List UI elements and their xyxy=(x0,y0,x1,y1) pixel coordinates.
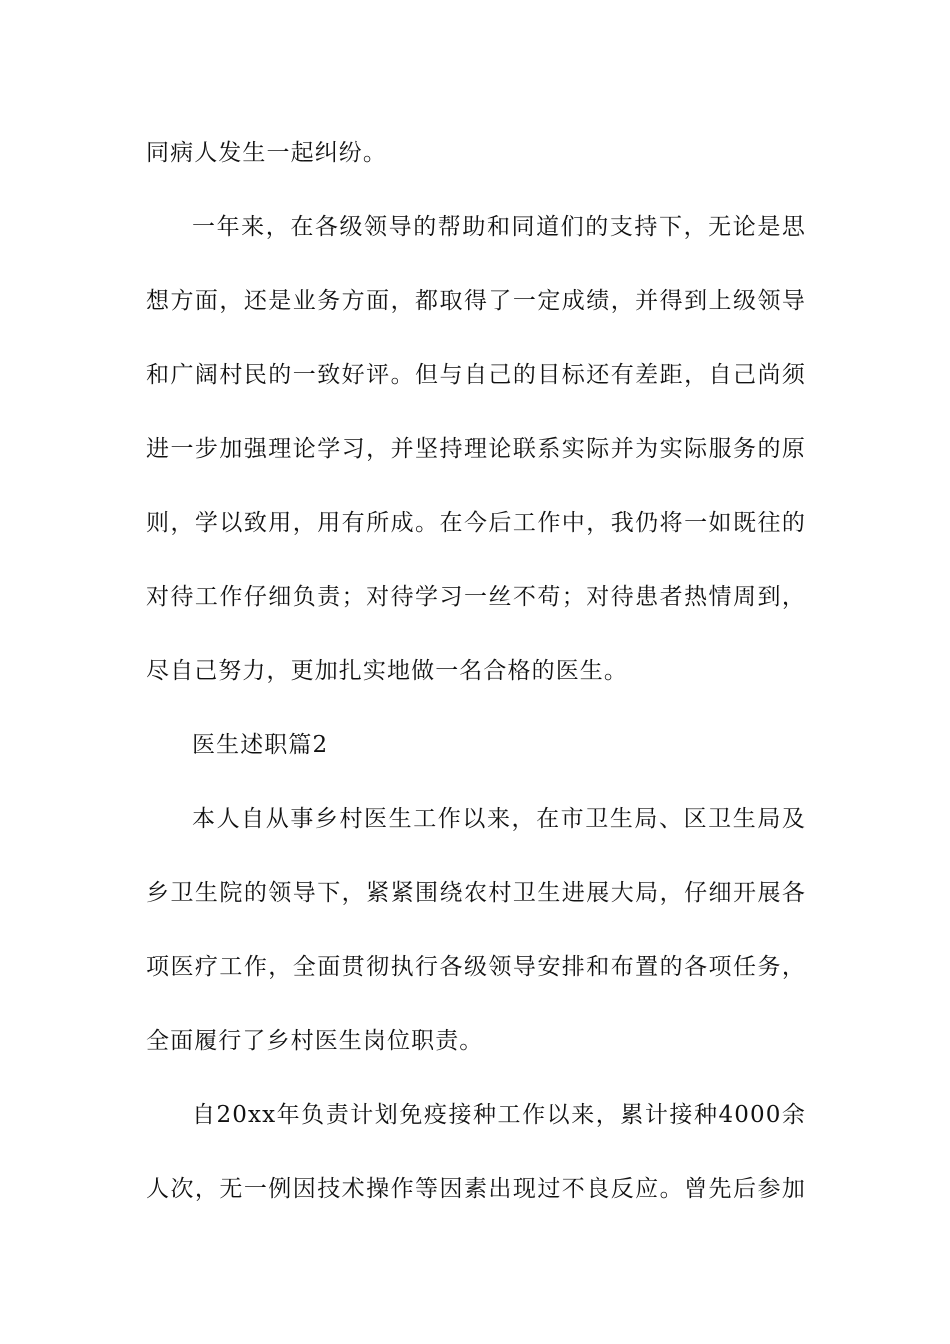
paragraph-line: 乡卫生院的领导下，紧紧围绕农村卫生进展大局，仔细开展各 xyxy=(146,880,806,906)
paragraph-line: 和广阔村民的一致好评。但与自己的目标还有差距，自己尚须 xyxy=(146,362,806,388)
paragraph-line: 本人自从事乡村医生工作以来，在市卫生局、区卫生局及 xyxy=(192,806,806,832)
section-heading: 医生述职篇2 xyxy=(192,732,329,758)
paragraph-line: 一年来，在各级领导的帮助和同道们的支持下，无论是思 xyxy=(192,214,806,240)
paragraph-line: 尽自己努力，更加扎实地做一名合格的医生。 xyxy=(146,658,628,684)
paragraph-line: 想方面，还是业务方面，都取得了一定成绩，并得到上级领导 xyxy=(146,288,806,314)
paragraph-line: 对待工作仔细负责；对待学习一丝不苟；对待患者热情周到， xyxy=(146,584,806,610)
paragraph-line: 则，学以致用，用有所成。在今后工作中，我仍将一如既往的 xyxy=(146,510,806,536)
paragraph-line: 项医疗工作，全面贯彻执行各级领导安排和布置的各项任务， xyxy=(146,954,806,980)
paragraph-line: 全面履行了乡村医生岗位职责。 xyxy=(146,1028,484,1054)
paragraph-line: 自20xx年负责计划免疫接种工作以来，累计接种4000余 xyxy=(192,1102,806,1128)
paragraph-line: 进一步加强理论学习，并坚持理论联系实际并为实际服务的原 xyxy=(146,436,806,462)
paragraph-line: 人次，无一例因技术操作等因素出现过不良反应。曾先后参加 xyxy=(146,1176,806,1202)
paragraph-line: 同病人发生一起纠纷。 xyxy=(146,140,387,166)
